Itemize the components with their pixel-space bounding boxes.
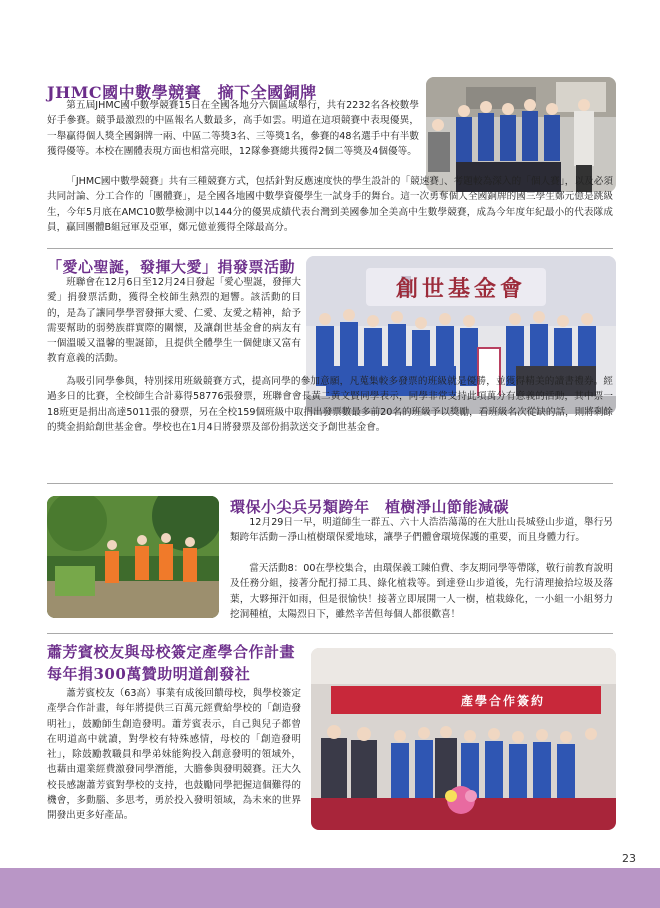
article-title-invoice-donation: 「愛心聖誕，發揮大愛」捐發票活動	[47, 258, 296, 276]
article-title-alumni-cooperation: 蕭芳賓校友與母校簽定產學合作計畫	[47, 643, 296, 661]
article-paragraph: 班聯會在12月6日至12月24日發起「愛心聖誕，發揮大愛」捐發票活動，獲得全校師生熱烈的迴響。該活動的目的，是為了讓同學學習發揮大愛、仁愛、友愛之精神，給予需要幫助的弱勢族群實際的關懷，及讓創世基金會的病友有一個溫暖又溫馨的聖誕節，且提供全體學生一個健康又富有教育意義的活動。	[47, 277, 301, 365]
article-subtitle-donation: 每年捐300萬贊助明道創發社	[47, 665, 251, 683]
article-title-tree-planting: 環保小尖兵另類跨年 植樹淨山節能減碳	[230, 498, 510, 516]
footer-bar	[0, 868, 660, 908]
section-divider	[47, 248, 613, 249]
article-paragraph: 「JHMC國中數學競賽」共有三種競賽方式，包括針對反應速度快的學生設計的「競速賽」、考題較為深入的「個人賽」，以及必須共同討論、分工合作的「團體賽」，是全國各地國中數學資優學生一試身手的舞台。這一次勇奪個人全國銅牌的國三學生鄭元億是跳級生，今年5月底在AMC10數學檢測中以144分的優異成績代表台灣到美國參加全美高中生數學競賽，成為今年度年紀最小的代表隊成員，贏回團體B組冠軍及亞軍，鄭元億並獲得全隊最高分。	[47, 176, 613, 233]
photo-tree-planting	[47, 496, 219, 618]
article-paragraph: 12月29日一早，明道師生一群五、六十人浩浩蕩蕩的在大肚山長城登山步道，舉行另類跨年活動－淨山植樹環保愛地球，讓學子們體會環境保護的重要，而且身體力行。	[230, 517, 613, 544]
article-title-jhmc: JHMC國中數學競賽 摘下全國銅牌	[47, 83, 317, 102]
section-divider	[47, 633, 613, 634]
section-divider	[47, 483, 613, 484]
article-paragraph: 第五屆JHMC國中數學競賽15日在全國各地分六個區域舉行，共有2232名各校數學好手參賽。競爭最激烈的中區報名人數最多，高手如雲。明道在這項競賽中表現優異，一舉贏得個人獎全國銅牌一兩、中區二等獎3名、三等獎1名，參賽的48名選手中有半數獲得優等。本校在團體表現方面也相當亮眼，12隊參賽總共獲得2個二等獎及4個優等。	[47, 100, 419, 157]
banner-signing: 產學合作簽約	[461, 694, 546, 708]
page-number: 23	[622, 852, 636, 865]
article-paragraph: 蕭芳賓校友（63高）事業有成後回饋母校，與學校簽定產學合作計畫，每年將提供三百萬元經費給學校的「創造發明社」，鼓勵師生創造發明。蕭芳賓表示，自己與兒子都曾在明道高中就讀，對學校有特殊感情，母校的「創造發明社」，除鼓勵教職員和學弟妹能夠投入創意發明的領域外，也藉由還業經費激發同學潛能，大膽參與發明競賽。汪大久校長感謝蕭芳賓對學校的支持，也鼓勵同學把握這個難得的機會，多動腦、多思考，勇於投入發明領域，為未來的世界開發出更多好產品。	[47, 688, 301, 822]
banner-foundation: 創世基金會	[396, 276, 527, 302]
article-paragraph: 為吸引同學參與，特別採用班級競賽方式，提高同學的參加意願，凡蒐集較多發票的班級就是優勝，並獲得精美的讀書禮券。經過多日的比賽，全校師生合計募得58776張發票，班聯會會長黃二黃文賢同學表示，同學非常支持此項萬分有意義的活動，其中票一18班更是捐出高達5011張的發票，另在全校159個班級中取捐出發票數最多前20名的班級予以獎勵，看班級名次從缺的話，則將剩餘的獎金捐給創世基金會。學校也在1月4日將發票及部份捐款送交予創世基金會。	[47, 376, 614, 433]
photo-signing-ceremony	[311, 648, 616, 830]
article-paragraph: 當天活動8：00在學校集合，由環保義工陳伯費、李友期同學等帶隊，敬行前教育說明及任務分組，接著分配打掃工具、綠化植栽等。到達登山步道後，先行清理撿拾垃圾及落葉，大夥揮汗如雨，但是很愉快！接著立即展開一人一樹，植栽綠化，一小組一小組努力挖洞種植，太陽烈日下，雖然辛苦但每個人都很歡喜！	[230, 563, 613, 620]
